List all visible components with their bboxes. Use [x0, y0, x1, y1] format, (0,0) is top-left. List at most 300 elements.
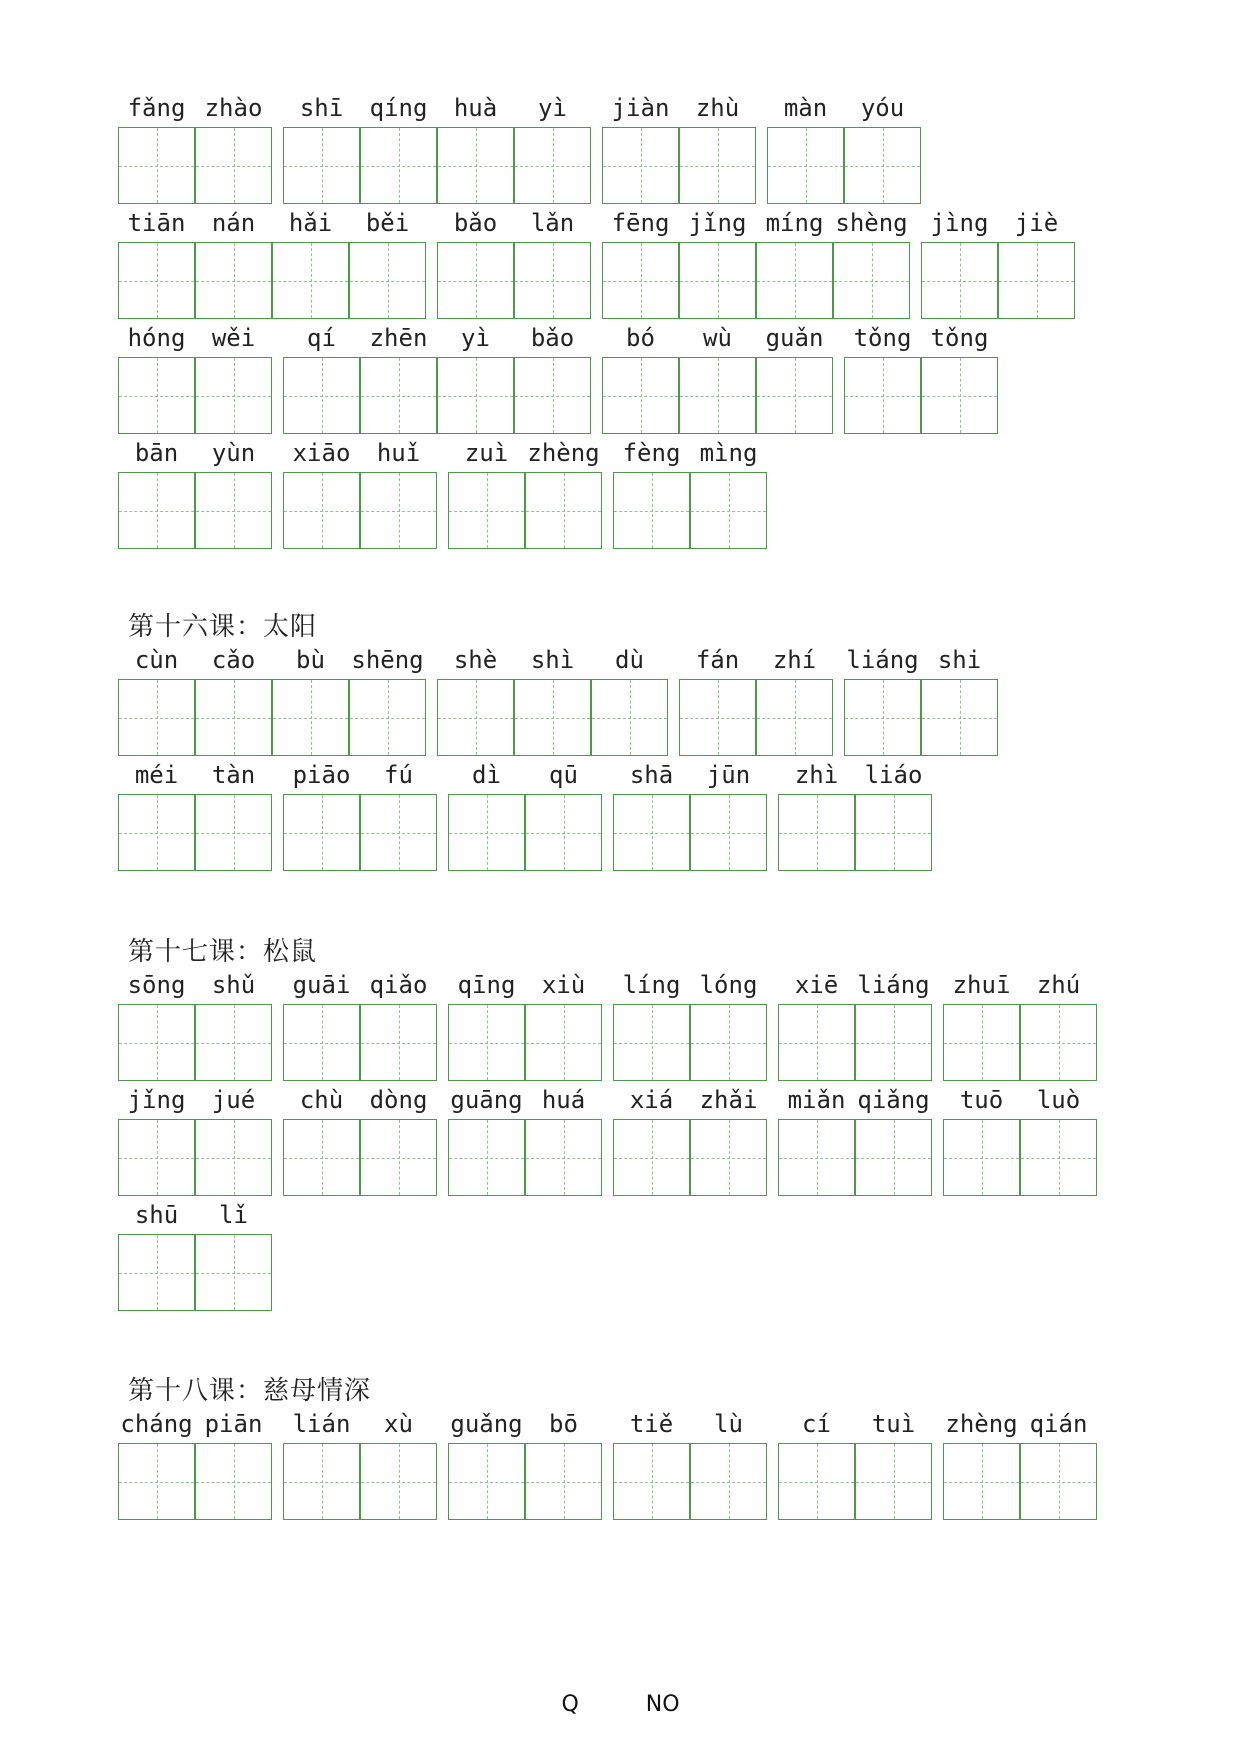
writing-grid-cell[interactable] — [283, 472, 360, 549]
grid-guide-horizontal — [515, 281, 590, 282]
pinyin-label: cháng — [120, 1410, 193, 1438]
pinyin-label: shì — [530, 646, 575, 674]
grid-guide-horizontal — [196, 833, 271, 834]
writing-grid-cell[interactable] — [525, 794, 602, 871]
page-footer: Q NO — [561, 1692, 680, 1717]
grid-guide-horizontal — [449, 1482, 524, 1483]
grid-guide-horizontal — [1021, 1043, 1096, 1044]
writing-grid-cell[interactable] — [514, 357, 591, 434]
writing-grid-cell[interactable] — [855, 1004, 932, 1081]
pinyin-label: guǎn — [765, 324, 824, 352]
writing-grid-cell[interactable] — [195, 357, 272, 434]
pinyin-label: shū — [134, 1201, 179, 1229]
pinyin-label: xiē — [794, 971, 839, 999]
writing-grid-cell[interactable] — [844, 357, 921, 434]
writing-grid-cell[interactable] — [283, 127, 360, 204]
writing-grid-cell[interactable] — [943, 1443, 1020, 1520]
pinyin-label: nán — [211, 209, 256, 237]
writing-grid-cell[interactable] — [613, 1443, 690, 1520]
grid-guide-horizontal — [691, 511, 766, 512]
grid-guide-horizontal — [768, 166, 843, 167]
grid-guide-horizontal — [856, 1482, 931, 1483]
grid-guide-horizontal — [922, 281, 997, 282]
writing-grid-cell[interactable] — [118, 242, 195, 319]
writing-grid-cell[interactable] — [195, 127, 272, 204]
writing-grid-cell[interactable] — [360, 1443, 437, 1520]
grid-guide-horizontal — [691, 1158, 766, 1159]
grid-guide-horizontal — [284, 511, 359, 512]
grid-guide-horizontal — [284, 166, 359, 167]
pinyin-label: zhǎi — [699, 1086, 758, 1114]
grid-guide-horizontal — [119, 1482, 194, 1483]
writing-grid-cell[interactable] — [844, 679, 921, 756]
grid-guide-horizontal — [119, 281, 194, 282]
pinyin-label: qiǎo — [369, 971, 428, 999]
writing-grid-cell[interactable] — [118, 357, 195, 434]
writing-grid-cell[interactable] — [283, 1443, 360, 1520]
writing-grid-cell[interactable] — [283, 1119, 360, 1196]
writing-grid-cell[interactable] — [756, 242, 833, 319]
grid-guide-horizontal — [856, 833, 931, 834]
pinyin-label: tuō — [959, 1086, 1004, 1114]
grid-guide-horizontal — [691, 833, 766, 834]
writing-grid-cell[interactable] — [943, 1004, 1020, 1081]
grid-guide-horizontal — [350, 718, 425, 719]
grid-guide-horizontal — [449, 511, 524, 512]
grid-guide-horizontal — [196, 718, 271, 719]
grid-guide-horizontal — [361, 1043, 436, 1044]
writing-grid-cell[interactable] — [360, 1119, 437, 1196]
pinyin-label: fú — [384, 761, 413, 789]
grid-guide-horizontal — [361, 1482, 436, 1483]
writing-grid-cell[interactable] — [283, 1004, 360, 1081]
pinyin-label: cǎo — [211, 646, 256, 674]
pinyin-label: méi — [134, 761, 179, 789]
pinyin-label: jūn — [706, 761, 751, 789]
pinyin-label: liáo — [864, 761, 923, 789]
writing-grid-cell[interactable] — [767, 127, 844, 204]
pinyin-label: yì — [538, 94, 567, 122]
grid-guide-horizontal — [361, 511, 436, 512]
pinyin-label: tǒng — [853, 324, 912, 352]
pinyin-label: huá — [541, 1086, 586, 1114]
grid-guide-horizontal — [757, 396, 832, 397]
pinyin-label: huǐ — [376, 439, 421, 467]
writing-grid-cell[interactable] — [437, 242, 514, 319]
pinyin-label: shèng — [835, 209, 908, 237]
grid-guide-horizontal — [922, 718, 997, 719]
grid-guide-horizontal — [196, 166, 271, 167]
pinyin-label: liáng — [857, 971, 930, 999]
pinyin-label: hóng — [127, 324, 186, 352]
writing-grid-cell[interactable] — [1020, 1004, 1097, 1081]
grid-guide-horizontal — [284, 1482, 359, 1483]
writing-grid-cell[interactable] — [448, 1443, 525, 1520]
pinyin-label: líng — [622, 971, 681, 999]
writing-grid-cell[interactable] — [448, 794, 525, 871]
pinyin-label: cí — [802, 1410, 831, 1438]
pinyin-label: lù — [714, 1410, 743, 1438]
writing-grid-cell[interactable] — [360, 127, 437, 204]
writing-grid-cell[interactable] — [690, 794, 767, 871]
writing-grid-cell[interactable] — [679, 357, 756, 434]
pinyin-label: zhēn — [369, 324, 428, 352]
grid-guide-horizontal — [196, 1482, 271, 1483]
pinyin-label: jué — [211, 1086, 256, 1114]
pinyin-label: jǐng — [688, 209, 747, 237]
pinyin-label: jiàn — [611, 94, 670, 122]
writing-grid-cell[interactable] — [437, 357, 514, 434]
writing-grid-cell[interactable] — [602, 242, 679, 319]
grid-guide-horizontal — [1021, 1158, 1096, 1159]
pinyin-label: miǎn — [787, 1086, 846, 1114]
lesson-title: 第十八课：慈母情深 — [128, 1376, 372, 1406]
pinyin-label: huà — [453, 94, 498, 122]
pinyin-label: lián — [292, 1410, 351, 1438]
writing-grid-cell[interactable] — [855, 794, 932, 871]
lesson-title: 第十六课：太阳 — [128, 612, 318, 642]
grid-guide-horizontal — [361, 166, 436, 167]
grid-guide-horizontal — [680, 396, 755, 397]
writing-grid-cell[interactable] — [283, 357, 360, 434]
writing-grid-cell[interactable] — [448, 1004, 525, 1081]
writing-grid-cell[interactable] — [613, 472, 690, 549]
pinyin-label: luò — [1036, 1086, 1081, 1114]
writing-grid-cell[interactable] — [118, 127, 195, 204]
grid-guide-horizontal — [361, 1158, 436, 1159]
pinyin-label: piāo — [292, 761, 351, 789]
pinyin-label: guāi — [292, 971, 351, 999]
pinyin-label: lóng — [699, 971, 758, 999]
pinyin-label: qiǎng — [857, 1086, 930, 1114]
pinyin-label: bǎo — [530, 324, 575, 352]
writing-grid-cell[interactable] — [118, 1119, 195, 1196]
writing-grid-cell[interactable] — [943, 1119, 1020, 1196]
grid-guide-horizontal — [779, 1482, 854, 1483]
grid-guide-horizontal — [779, 833, 854, 834]
grid-guide-horizontal — [196, 396, 271, 397]
writing-grid-cell[interactable] — [844, 127, 921, 204]
writing-grid-cell[interactable] — [437, 127, 514, 204]
grid-guide-horizontal — [438, 166, 513, 167]
grid-guide-horizontal — [680, 281, 755, 282]
grid-guide-horizontal — [614, 1158, 689, 1159]
grid-guide-horizontal — [449, 833, 524, 834]
writing-grid-cell[interactable] — [525, 1119, 602, 1196]
grid-guide-horizontal — [526, 511, 601, 512]
writing-grid-cell[interactable] — [679, 127, 756, 204]
grid-guide-horizontal — [845, 718, 920, 719]
pinyin-label: zhí — [772, 646, 817, 674]
writing-grid-cell[interactable] — [855, 1119, 932, 1196]
writing-grid-cell[interactable] — [118, 1004, 195, 1081]
grid-guide-horizontal — [361, 396, 436, 397]
writing-grid-cell[interactable] — [195, 1004, 272, 1081]
grid-guide-horizontal — [273, 281, 348, 282]
pinyin-label: yóu — [860, 94, 905, 122]
writing-grid-cell[interactable] — [679, 679, 756, 756]
pinyin-label: hǎi — [288, 209, 333, 237]
writing-grid-cell[interactable] — [118, 1443, 195, 1520]
pinyin-label: qíng — [369, 94, 428, 122]
writing-grid-cell[interactable] — [195, 472, 272, 549]
writing-grid-cell[interactable] — [448, 1119, 525, 1196]
writing-grid-cell[interactable] — [437, 679, 514, 756]
writing-grid-cell[interactable] — [679, 242, 756, 319]
writing-grid-cell[interactable] — [525, 1443, 602, 1520]
pinyin-label: shēng — [351, 646, 424, 674]
pinyin-label: jìng — [930, 209, 989, 237]
writing-grid-cell[interactable] — [514, 242, 591, 319]
grid-guide-horizontal — [691, 1482, 766, 1483]
pinyin-label: zhì — [794, 761, 839, 789]
pinyin-label: bō — [549, 1410, 578, 1438]
pinyin-label: wěi — [211, 324, 256, 352]
grid-guide-horizontal — [119, 1043, 194, 1044]
writing-grid-cell[interactable] — [195, 242, 272, 319]
writing-grid-cell[interactable] — [1020, 1443, 1097, 1520]
grid-guide-horizontal — [834, 281, 909, 282]
writing-grid-cell[interactable] — [283, 794, 360, 871]
grid-guide-horizontal — [944, 1482, 1019, 1483]
writing-grid-cell[interactable] — [514, 679, 591, 756]
pinyin-label: sōng — [127, 971, 186, 999]
grid-guide-horizontal — [691, 1043, 766, 1044]
pinyin-label: zhù — [695, 94, 740, 122]
writing-grid-cell[interactable] — [690, 472, 767, 549]
grid-guide-horizontal — [680, 166, 755, 167]
pinyin-label: zhèng — [527, 439, 600, 467]
grid-guide-horizontal — [856, 1043, 931, 1044]
grid-guide-horizontal — [196, 281, 271, 282]
pinyin-label: zhào — [204, 94, 263, 122]
pinyin-label: zhèng — [945, 1410, 1018, 1438]
grid-guide-horizontal — [119, 718, 194, 719]
pinyin-label: qū — [549, 761, 578, 789]
writing-grid-cell[interactable] — [118, 472, 195, 549]
pinyin-label: xù — [384, 1410, 413, 1438]
grid-guide-horizontal — [680, 718, 755, 719]
pinyin-label: jiè — [1014, 209, 1059, 237]
pinyin-label: xiù — [541, 971, 586, 999]
pinyin-label: shā — [629, 761, 674, 789]
writing-grid-cell[interactable] — [525, 472, 602, 549]
writing-grid-cell[interactable] — [118, 679, 195, 756]
pinyin-label: zhuī — [952, 971, 1011, 999]
grid-guide-horizontal — [779, 1158, 854, 1159]
writing-grid-cell[interactable] — [360, 1004, 437, 1081]
writing-grid-cell[interactable] — [118, 1234, 195, 1311]
grid-guide-horizontal — [119, 396, 194, 397]
writing-grid-cell[interactable] — [195, 1119, 272, 1196]
pinyin-label: tiān — [127, 209, 186, 237]
pinyin-label: màn — [783, 94, 828, 122]
grid-guide-horizontal — [119, 166, 194, 167]
writing-grid-cell[interactable] — [360, 357, 437, 434]
pinyin-label: zuì — [464, 439, 509, 467]
writing-grid-cell[interactable] — [778, 1443, 855, 1520]
grid-guide-horizontal — [438, 396, 513, 397]
grid-guide-horizontal — [515, 396, 590, 397]
pinyin-label: dì — [472, 761, 501, 789]
writing-grid-cell[interactable] — [778, 1119, 855, 1196]
pinyin-label: guāng — [450, 1086, 523, 1114]
pinyin-label: jǐng — [127, 1086, 186, 1114]
writing-grid-cell[interactable] — [360, 472, 437, 549]
writing-grid-cell[interactable] — [349, 679, 426, 756]
writing-grid-cell[interactable] — [833, 242, 910, 319]
writing-grid-cell[interactable] — [921, 357, 998, 434]
writing-grid-cell[interactable] — [602, 127, 679, 204]
writing-grid-cell[interactable] — [690, 1119, 767, 1196]
writing-grid-cell[interactable] — [1020, 1119, 1097, 1196]
grid-guide-horizontal — [273, 718, 348, 719]
pinyin-label: shī — [299, 94, 344, 122]
pinyin-label: lǎn — [530, 209, 575, 237]
grid-guide-horizontal — [284, 1158, 359, 1159]
grid-guide-horizontal — [526, 1043, 601, 1044]
pinyin-label: qīng — [457, 971, 516, 999]
grid-guide-horizontal — [526, 833, 601, 834]
writing-grid-cell[interactable] — [118, 794, 195, 871]
pinyin-label: bǎo — [453, 209, 498, 237]
pinyin-label: guǎng — [450, 1410, 523, 1438]
grid-guide-horizontal — [449, 1043, 524, 1044]
pinyin-label: míng — [765, 209, 824, 237]
writing-grid-cell[interactable] — [778, 794, 855, 871]
writing-grid-cell[interactable] — [690, 1443, 767, 1520]
grid-guide-horizontal — [526, 1158, 601, 1159]
grid-guide-horizontal — [603, 396, 678, 397]
grid-guide-horizontal — [438, 281, 513, 282]
pinyin-label: piān — [204, 1410, 263, 1438]
writing-grid-cell[interactable] — [195, 1234, 272, 1311]
grid-guide-horizontal — [944, 1043, 1019, 1044]
writing-grid-cell[interactable] — [602, 357, 679, 434]
pinyin-label: dòng — [369, 1086, 428, 1114]
grid-guide-horizontal — [614, 1043, 689, 1044]
writing-grid-cell[interactable] — [448, 472, 525, 549]
writing-grid-cell[interactable] — [690, 1004, 767, 1081]
grid-guide-horizontal — [614, 833, 689, 834]
grid-guide-horizontal — [1021, 1482, 1096, 1483]
pinyin-label: fèng — [622, 439, 681, 467]
writing-grid-cell[interactable] — [613, 1119, 690, 1196]
grid-guide-horizontal — [119, 1273, 194, 1274]
writing-grid-cell[interactable] — [756, 679, 833, 756]
pinyin-label: shi — [937, 646, 982, 674]
pinyin-label: fǎng — [127, 94, 186, 122]
pinyin-label: yì — [461, 324, 490, 352]
writing-grid-cell[interactable] — [272, 679, 349, 756]
pinyin-label: wù — [703, 324, 732, 352]
grid-guide-horizontal — [614, 1482, 689, 1483]
grid-guide-horizontal — [614, 511, 689, 512]
grid-guide-horizontal — [757, 718, 832, 719]
grid-guide-horizontal — [119, 511, 194, 512]
pinyin-label: qián — [1029, 1410, 1088, 1438]
pinyin-label: shè — [453, 646, 498, 674]
writing-grid-cell[interactable] — [272, 242, 349, 319]
grid-guide-horizontal — [119, 1158, 194, 1159]
grid-guide-horizontal — [603, 166, 678, 167]
pinyin-label: dù — [615, 646, 644, 674]
writing-grid-cell[interactable] — [591, 679, 668, 756]
pinyin-label: xiá — [629, 1086, 674, 1114]
pinyin-label: cùn — [134, 646, 179, 674]
writing-grid-cell[interactable] — [195, 679, 272, 756]
pinyin-label: tuì — [871, 1410, 916, 1438]
pinyin-label: lǐ — [219, 1201, 248, 1229]
pinyin-label: tiě — [629, 1410, 674, 1438]
pinyin-label: mìng — [699, 439, 758, 467]
grid-guide-horizontal — [515, 166, 590, 167]
pinyin-label: liáng — [846, 646, 919, 674]
pinyin-label: chù — [299, 1086, 344, 1114]
writing-grid-cell[interactable] — [778, 1004, 855, 1081]
writing-grid-cell[interactable] — [514, 127, 591, 204]
grid-guide-horizontal — [438, 718, 513, 719]
grid-guide-horizontal — [119, 833, 194, 834]
grid-guide-horizontal — [196, 1158, 271, 1159]
grid-guide-horizontal — [856, 1158, 931, 1159]
pinyin-label: qí — [307, 324, 336, 352]
pinyin-label: bó — [626, 324, 655, 352]
pinyin-label: fán — [695, 646, 740, 674]
writing-grid-cell[interactable] — [756, 357, 833, 434]
grid-guide-horizontal — [603, 281, 678, 282]
grid-guide-horizontal — [449, 1158, 524, 1159]
writing-grid-cell[interactable] — [525, 1004, 602, 1081]
pinyin-label: bù — [296, 646, 325, 674]
grid-guide-horizontal — [361, 833, 436, 834]
pinyin-label: tǒng — [930, 324, 989, 352]
grid-guide-horizontal — [779, 1043, 854, 1044]
grid-guide-horizontal — [526, 1482, 601, 1483]
writing-grid-cell[interactable] — [360, 794, 437, 871]
pinyin-label: bān — [134, 439, 179, 467]
writing-grid-cell[interactable] — [195, 794, 272, 871]
grid-guide-horizontal — [592, 718, 667, 719]
grid-guide-horizontal — [944, 1158, 1019, 1159]
writing-grid-cell[interactable] — [613, 1004, 690, 1081]
grid-guide-horizontal — [999, 281, 1074, 282]
pinyin-label: shǔ — [211, 971, 256, 999]
lesson-title: 第十七课：松鼠 — [128, 937, 318, 967]
writing-grid-cell[interactable] — [855, 1443, 932, 1520]
pinyin-label: tàn — [211, 761, 256, 789]
grid-guide-horizontal — [196, 1273, 271, 1274]
writing-grid-cell[interactable] — [613, 794, 690, 871]
writing-grid-cell[interactable] — [921, 679, 998, 756]
pinyin-label: zhú — [1036, 971, 1081, 999]
grid-guide-horizontal — [196, 511, 271, 512]
writing-grid-cell[interactable] — [349, 242, 426, 319]
pinyin-label: yùn — [211, 439, 256, 467]
grid-guide-horizontal — [196, 1043, 271, 1044]
writing-grid-cell[interactable] — [195, 1443, 272, 1520]
grid-guide-horizontal — [284, 1043, 359, 1044]
grid-guide-horizontal — [284, 396, 359, 397]
grid-guide-horizontal — [845, 396, 920, 397]
grid-guide-horizontal — [350, 281, 425, 282]
grid-guide-horizontal — [922, 396, 997, 397]
grid-guide-horizontal — [845, 166, 920, 167]
writing-grid-cell[interactable] — [998, 242, 1075, 319]
pinyin-label: běi — [365, 209, 410, 237]
writing-grid-cell[interactable] — [921, 242, 998, 319]
grid-guide-horizontal — [284, 833, 359, 834]
